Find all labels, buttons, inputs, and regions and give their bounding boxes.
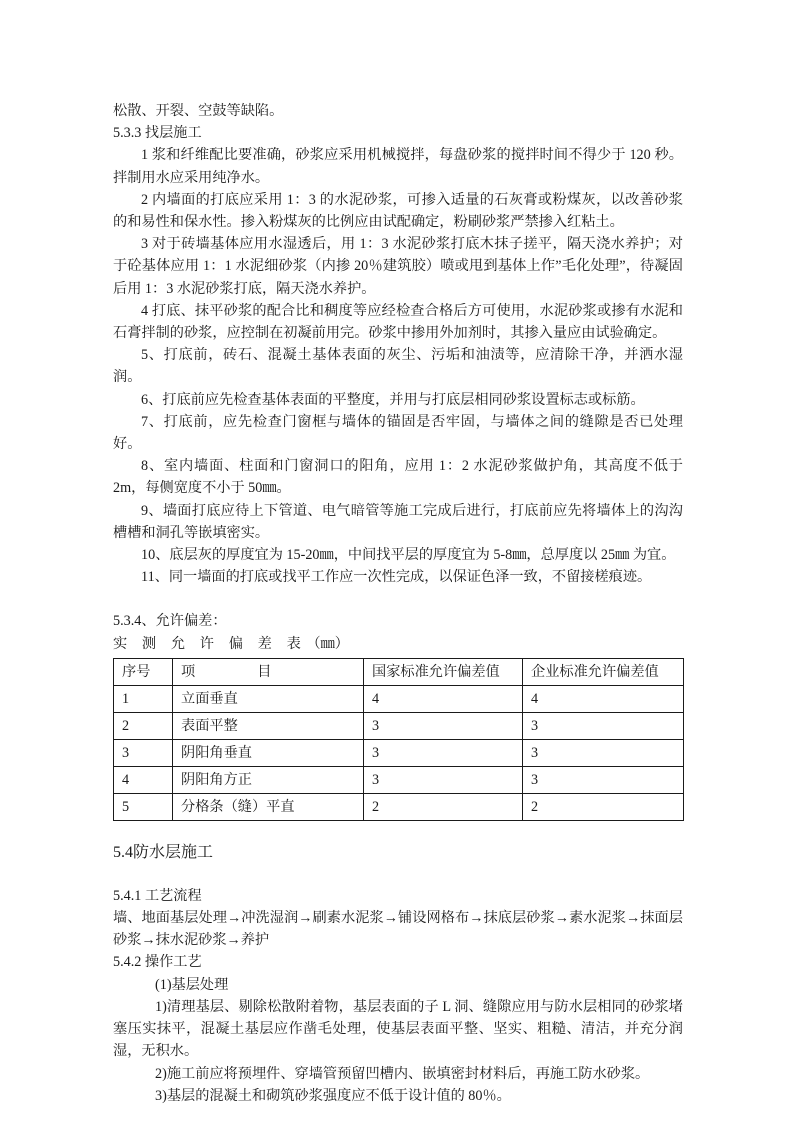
paragraph-5-3-3-7: 7、打底前，应先检查门窗框与墙体的锚固是否牢固，与墙体之间的缝隙是否已处理好。 [113, 413, 683, 453]
heading-5-4-2: 5.4.2 操作工艺 [113, 954, 202, 971]
cell-item: 分格条（缝）平直 [173, 793, 364, 820]
table-row [114, 739, 684, 766]
table-row [114, 685, 684, 712]
document-body [113, 100, 683, 1107]
item-5-4-2-2: 2)施工前应将预埋件、穿墙管预留凹槽内、嵌填密封材料后，再施工防水砂浆。 [155, 1065, 650, 1082]
paragraph-5-3-3-9: 9、墙面打底应待上下管道、电气暗管等施工完成后进行，打底前应先将墙体上的沟沟槽槽和洞孔等嵌填密实。 [113, 502, 683, 541]
item-5-4-2-1: 1)清理基层、剔除松散附着物，基层表面的子 L 洞、缝隙应用与防水层相同的砂浆堵塞压实抹平，混凝土基层应作凿毛处理，使基层表面平整、坚实、粗糙、清洁，并充分润湿，无积水。 [113, 998, 683, 1060]
cell-enterprise: 4 [523, 685, 684, 712]
paragraph-5-3-3-5: 5、打底前，砖石、混凝土基体表面的灰尘、污垢和油渍等，应清除干净，并洒水湿润。 [113, 347, 683, 386]
cell-seq: 4 [114, 766, 173, 793]
tolerance-table-caption-text: 实 测 允 许 偏 差 表 [113, 635, 307, 652]
spacer-before-5-3-4 [113, 588, 683, 610]
table-header-seq: 序号 [114, 658, 173, 685]
heading-5-3-4: 5.3.4、允许偏差： [113, 613, 227, 630]
paragraph-5-3-3-8: 8、室内墙面、柱面和门窗洞口的阳角，应用 1：2 水泥砂浆做护角，其高度不低于 2m，每侧宽度不小于 50㎜。 [113, 458, 683, 497]
cell-seq: 3 [114, 739, 173, 766]
cell-national: 2 [364, 793, 523, 820]
table-header-row [114, 658, 684, 685]
cell-item: 阴阳角垂直 [173, 739, 364, 766]
heading-5-3-3: 5.3.3 找层施工 [113, 125, 202, 142]
cell-enterprise: 2 [523, 793, 684, 820]
cell-item: 立面垂直 [173, 685, 364, 712]
cell-national: 3 [364, 712, 523, 739]
tolerance-table-caption-unit: （㎜） [306, 635, 349, 652]
cell-item: 阴阳角方正 [173, 766, 364, 793]
paragraph-5-3-3-10: 10、底层灰的厚度宜为 15-20㎜，中间找平层的厚度宜为 5-8㎜，总厚度以 25㎜ 为宜。 [141, 547, 676, 564]
table-row [114, 766, 684, 793]
cell-item: 表面平整 [173, 712, 364, 739]
item-5-4-2-3: 3)基层的混凝土和砌筑砂浆强度应不低于设计值的 80％。 [155, 1087, 511, 1104]
lead-continuation-line: 松散、开裂、空鼓等缺陷。 [113, 103, 284, 119]
spacer-after-table [113, 821, 683, 841]
table-header-item [173, 658, 364, 685]
table-header-enterprise-standard: 企业标准允许偏差值 [523, 658, 684, 685]
tolerance-table [113, 658, 684, 821]
cell-seq: 1 [114, 685, 173, 712]
cell-enterprise: 3 [523, 766, 684, 793]
cell-seq: 2 [114, 712, 173, 739]
paragraph-5-3-3-2: 2 内墙面的打底应采用 1：3 的水泥砂浆，可掺入适量的石灰膏或粉煤灰，以改善砂浆的和易性和保水性。掺入粉煤灰的比例应由试配确定，粉刷砂浆严禁掺入红粘土。 [113, 191, 683, 231]
heading-5-4-1: 5.4.1 工艺流程 [113, 887, 202, 904]
cell-seq: 5 [114, 793, 173, 820]
paragraph-5-3-3-1: 1 浆和纤维配比要准确，砂浆应采用机械搅拌，每盘砂浆的搅拌时间不得少于 120 秒。拌制用水应采用纯净水。 [113, 147, 683, 186]
cell-national: 3 [364, 739, 523, 766]
cell-enterprise: 3 [523, 739, 684, 766]
paragraph-5-3-3-4: 4 打底、抹平砂浆的配合比和稠度等应经检查合格后方可使用，水泥砂浆或掺有水泥和石膏拌制的砂浆，应控制在初凝前用完。砂浆中掺用外加剂时，其掺入量应由试验确定。 [113, 302, 683, 342]
table-row [114, 712, 684, 739]
subheading-5-4-2-1: (1)基层处理 [155, 976, 229, 993]
cell-national: 4 [364, 685, 523, 712]
process-flow-line: 墙、地面基层处理→冲洗湿润→刷素水泥浆→铺设网格布→抹底层砂浆→素水泥浆→抹面层砂浆→抹水泥砂浆→养护 [113, 910, 683, 949]
table-header-national-standard: 国家标准允许偏差值 [364, 658, 523, 685]
table-header-item-first: 项 [181, 663, 196, 680]
cell-national: 3 [364, 766, 523, 793]
tolerance-table-caption [113, 633, 683, 655]
table-row [114, 793, 684, 820]
paragraph-5-3-3-6: 6、打底前应先检查基体表面的平整度，并用与打底层相同砂浆设置标志或标筋。 [141, 391, 645, 408]
spacer-after-5-4-heading [113, 865, 683, 885]
table-header-item-second: 目 [257, 663, 272, 680]
paragraph-5-3-3-11: 11、同一墙面的打底或找平工作应一次性完成，以保证色泽一致，不留接槎痕迹。 [141, 569, 652, 586]
paragraph-5-3-3-3: 3 对于砖墙基体应用水湿透后，用 1：3 水泥砂浆打底木抹子搓平，隔天浇水养护；对于砼基体应用 1：1 水泥细砂浆（内掺 20％建筑胶）喷或甩到基体上作”毛化处理”，待凝固后用 1：3 水泥砂浆打底，隔天浇水养护。 [113, 236, 683, 297]
heading-5-4: 5.4防水层施工 [113, 843, 214, 861]
cell-enterprise: 3 [523, 712, 684, 739]
